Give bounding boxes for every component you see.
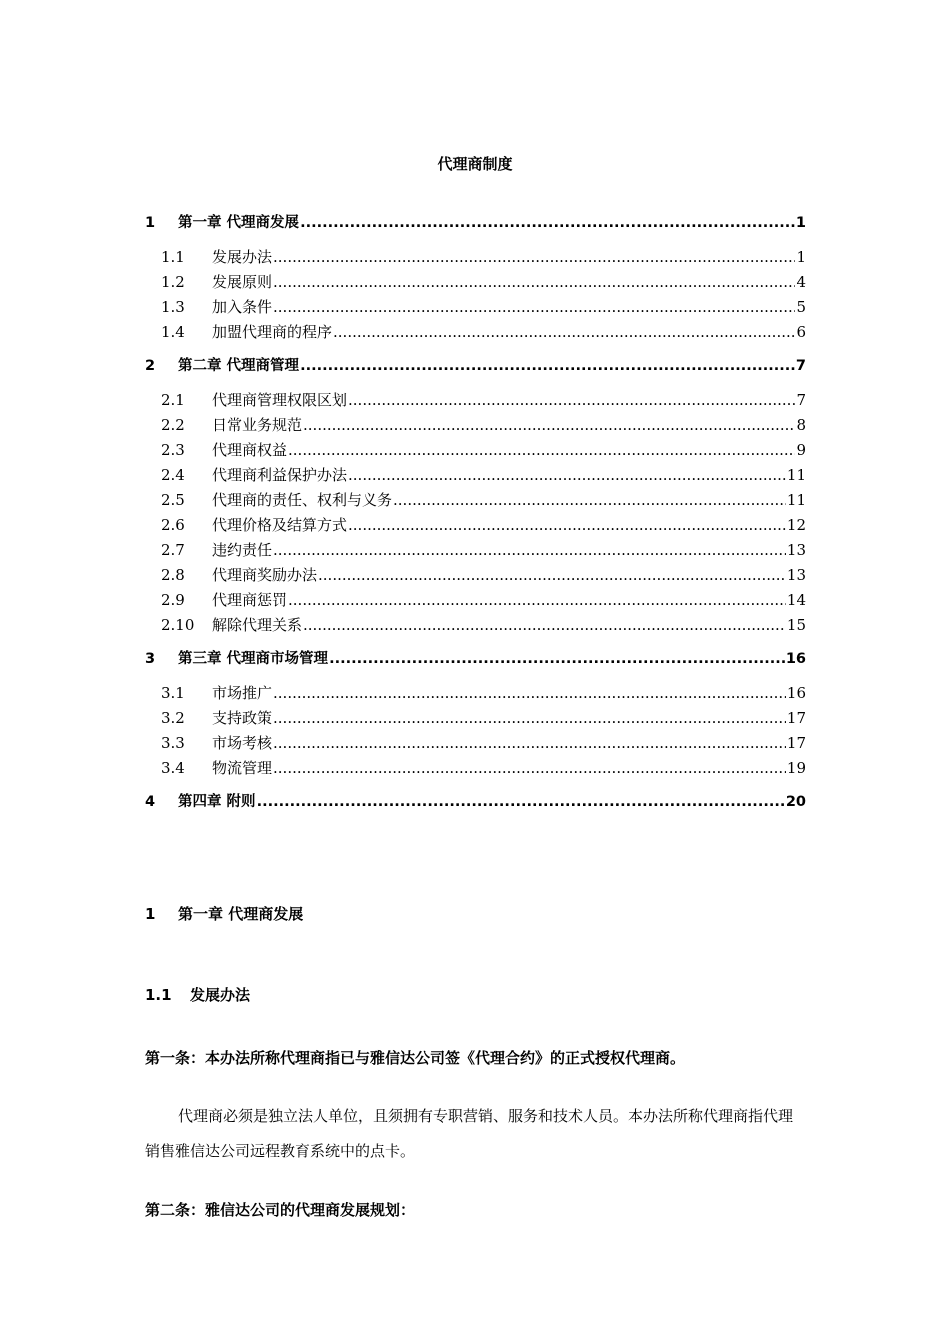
toc-entry-page: 20 <box>785 794 806 810</box>
toc-entry-label: 加盟代理商的程序 <box>212 323 333 341</box>
toc-entry-page: 13 <box>786 566 806 584</box>
toc-entry-label: 市场考核 <box>212 734 273 752</box>
toc-entry-page: 12 <box>786 516 806 534</box>
toc-entry-label: 支持政策 <box>212 709 273 727</box>
toc-entry-number: 2.7 <box>161 541 185 559</box>
toc-entry-page: 14 <box>786 591 806 609</box>
toc-entry-label: 代理商利益保护办法 <box>212 466 348 484</box>
toc-entry-number: 2.4 <box>161 466 185 484</box>
toc-dot-leader <box>329 648 785 670</box>
toc-entry-page: 7 <box>796 391 806 409</box>
toc-entry-2-10[interactable] <box>145 614 806 636</box>
toc-entry-1[interactable] <box>145 212 806 234</box>
toc-entry-1-4[interactable] <box>145 321 806 343</box>
toc-entry-number: 3 <box>145 651 156 667</box>
toc-entry-1-2[interactable] <box>145 271 806 293</box>
toc-dot-leader <box>257 791 785 813</box>
toc-entry-3-4[interactable] <box>145 757 806 779</box>
toc-entry-2-5[interactable] <box>145 489 806 511</box>
chapter-heading <box>145 903 303 924</box>
toc-dot-leader <box>300 212 795 234</box>
toc-entry-label: 违约责任 <box>212 541 273 559</box>
toc-entry-number: 2.5 <box>161 491 185 509</box>
toc-entry-page: 16 <box>785 651 806 667</box>
toc-entry-number: 2.9 <box>161 591 185 609</box>
toc-entry-1-1[interactable] <box>145 246 806 268</box>
toc-entry-number: 3.2 <box>161 709 185 727</box>
toc-entry-2-2[interactable] <box>145 414 806 436</box>
toc-dot-leader <box>273 539 786 561</box>
toc-entry-label: 代理商的责任、权利与义务 <box>212 491 393 509</box>
toc-entry-label: 加入条件 <box>212 298 273 316</box>
toc-dot-leader <box>288 589 786 611</box>
chapter-number: 1 <box>145 905 156 923</box>
toc-entry-label: 第三章 代理商市场管理 <box>178 651 329 667</box>
toc-entry-3-1[interactable] <box>145 682 806 704</box>
toc-entry-page: 1 <box>796 248 806 266</box>
toc-entry-label: 物流管理 <box>212 759 273 777</box>
article-1-paragraph: 代理商必须是独立法人单位，且须拥有专职营销、服务和技术人员。本办法所称代理商指代理销售雅信达公司远程教育系统中的点卡。 <box>145 1107 794 1160</box>
toc-entry-number: 1 <box>145 215 156 231</box>
toc-dot-leader <box>273 271 795 293</box>
section-heading <box>145 984 250 1005</box>
toc-entry-2-1[interactable] <box>145 389 806 411</box>
toc-entry-page: 15 <box>786 616 806 634</box>
toc-entry-number: 2.3 <box>161 441 185 459</box>
toc-dot-leader <box>273 732 786 754</box>
toc-dot-leader <box>303 614 786 636</box>
toc-dot-leader <box>348 389 795 411</box>
toc-dot-leader <box>348 514 786 536</box>
toc-entry-page: 19 <box>786 759 806 777</box>
toc-entry-page: 7 <box>795 358 806 374</box>
toc-dot-leader <box>273 757 786 779</box>
toc-entry-label: 日常业务规范 <box>212 416 303 434</box>
toc-dot-leader <box>273 682 786 704</box>
toc-entry-page: 13 <box>786 541 806 559</box>
toc-entry-2-6[interactable] <box>145 514 806 536</box>
toc-entry-label: 第二章 代理商管理 <box>178 358 300 374</box>
toc-entry-page: 11 <box>786 491 806 509</box>
toc-entry-page: 17 <box>786 709 806 727</box>
toc-dot-leader <box>393 489 786 511</box>
toc-entry-number: 1.3 <box>161 298 185 316</box>
toc-entry-label: 代理商权益 <box>212 441 288 459</box>
toc-dot-leader <box>333 321 795 343</box>
toc-entry-label: 发展办法 <box>212 248 273 266</box>
document-title: 代理商制度 <box>437 155 513 173</box>
toc-entry-2-9[interactable] <box>145 589 806 611</box>
toc-entry-number: 2.2 <box>161 416 185 434</box>
toc-entry-label: 代理价格及结算方式 <box>212 516 348 534</box>
toc-entry-4[interactable] <box>145 791 806 813</box>
toc-entry-2-7[interactable] <box>145 539 806 561</box>
toc-entry-page: 17 <box>786 734 806 752</box>
toc-entry-number: 3.3 <box>161 734 185 752</box>
toc-entry-number: 2 <box>145 358 156 374</box>
toc-entry-page: 11 <box>786 466 806 484</box>
toc-entry-label: 第一章 代理商发展 <box>178 215 300 231</box>
toc-entry-number: 2.10 <box>161 616 195 634</box>
toc-entry-page: 6 <box>796 323 806 341</box>
chapter-title: 第一章 代理商发展 <box>178 905 304 923</box>
toc-entry-3-3[interactable] <box>145 732 806 754</box>
toc-entry-number: 2.8 <box>161 566 185 584</box>
section-title: 发展办法 <box>190 986 251 1004</box>
toc-entry-number: 1.1 <box>161 248 185 266</box>
article-2-title: 第二条：雅信达公司的代理商发展规划： <box>145 1201 416 1219</box>
toc-dot-leader <box>273 246 795 268</box>
toc-entry-number: 3.4 <box>161 759 185 777</box>
toc-entry-label: 第四章 附则 <box>178 794 256 810</box>
toc-entry-label: 代理商奖励办法 <box>212 566 318 584</box>
article-1-title: 第一条：本办法所称代理商指已与雅信达公司签《代理合约》的正式授权代理商。 <box>145 1049 686 1067</box>
toc-entry-3-2[interactable] <box>145 707 806 729</box>
section-number: 1.1 <box>145 986 172 1004</box>
toc-entry-label: 发展原则 <box>212 273 273 291</box>
toc-dot-leader <box>288 439 795 461</box>
toc-entry-page: 8 <box>796 416 806 434</box>
toc-entry-number: 1.4 <box>161 323 185 341</box>
toc-entry-page: 16 <box>786 684 806 702</box>
toc-entry-number: 1.2 <box>161 273 185 291</box>
toc-dot-leader <box>318 564 786 586</box>
toc-dot-leader <box>348 464 786 486</box>
toc-entry-number: 4 <box>145 794 156 810</box>
toc-entry-2[interactable] <box>145 355 806 377</box>
toc-dot-leader <box>300 355 795 377</box>
toc-entry-label: 代理商惩罚 <box>212 591 288 609</box>
toc-entry-number: 3.1 <box>161 684 185 702</box>
toc-entry-label: 市场推广 <box>212 684 273 702</box>
toc-dot-leader <box>273 296 795 318</box>
toc-entry-1-3[interactable] <box>145 296 806 318</box>
toc-entry-2-8[interactable] <box>145 564 806 586</box>
toc-entry-number: 2.6 <box>161 516 185 534</box>
toc-entry-2-4[interactable] <box>145 464 806 486</box>
toc-dot-leader <box>273 707 786 729</box>
toc-entry-page: 1 <box>795 215 806 231</box>
toc-entry-page: 5 <box>796 298 806 316</box>
toc-entry-3[interactable] <box>145 648 806 670</box>
toc-entry-label: 代理商管理权限区划 <box>212 391 348 409</box>
toc-entry-number: 2.1 <box>161 391 185 409</box>
toc-entry-page: 4 <box>796 273 806 291</box>
toc-dot-leader <box>303 414 795 436</box>
toc-entry-2-3[interactable] <box>145 439 806 461</box>
toc-entry-page: 9 <box>796 441 806 459</box>
toc-entry-label: 解除代理关系 <box>212 616 303 634</box>
